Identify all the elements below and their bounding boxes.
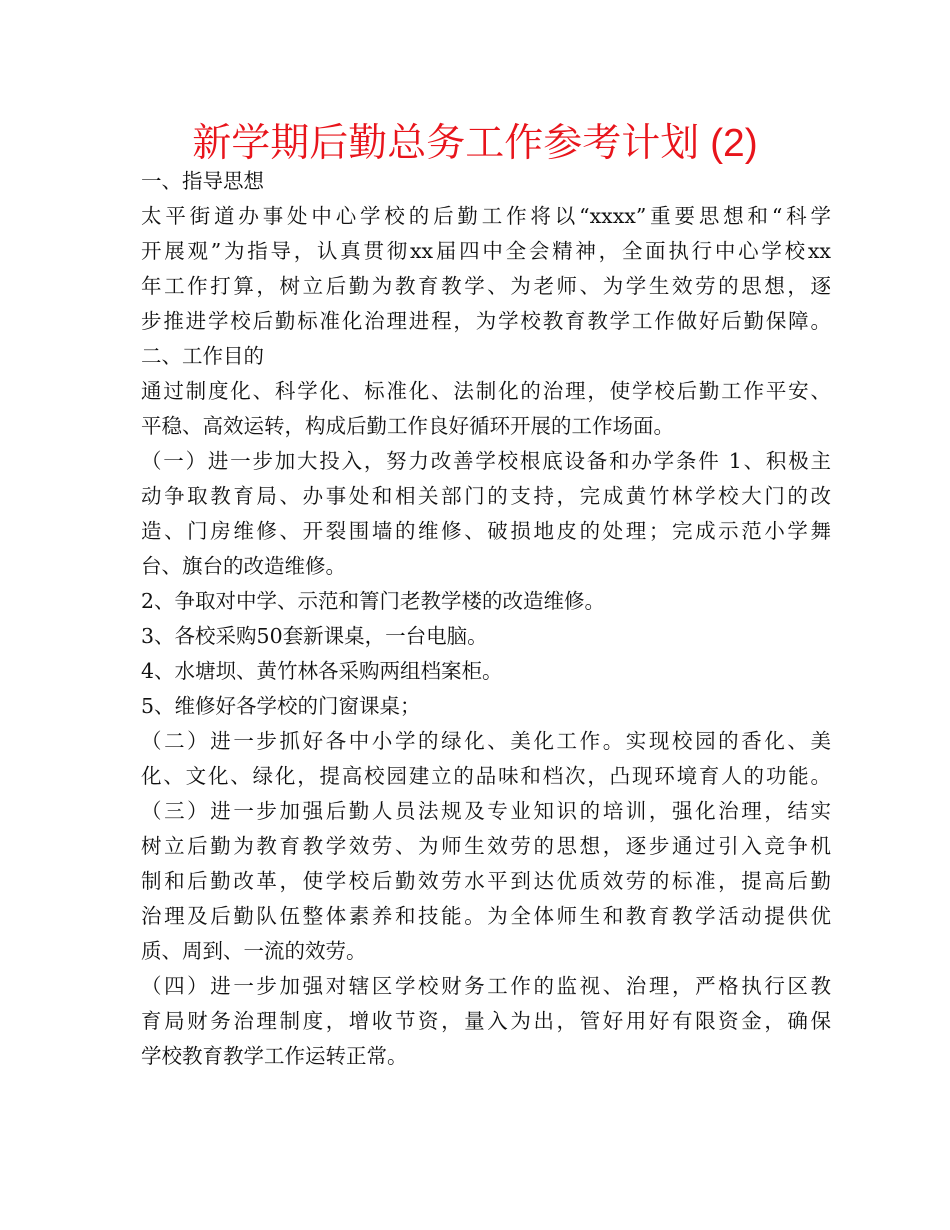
section-heading: 二、工作目的 — [141, 344, 264, 368]
paragraph-line: （一）进一步加大投入，努力改善学校根底设备和办学条件 1、积极主 — [141, 449, 831, 473]
paragraph-line: 育局财务治理制度，增收节资，量入为出，管好用好有限资金，确保 — [141, 1009, 831, 1033]
paragraph-line: 台、旗台的改造维修。 — [141, 554, 346, 578]
paragraph-line: 动争取教育局、办事处和相关部门的支持，完成黄竹林学校大门的改 — [141, 484, 831, 508]
paragraph-line: （三）进一步加强后勤人员法规及专业知识的培训，强化治理，结实 — [141, 799, 831, 823]
paragraph-line: 学校教育教学工作运转正常。 — [141, 1044, 408, 1068]
section-heading: 一、指导思想 — [141, 169, 264, 193]
list-item: 2、争取对中学、示范和箐门老教学楼的改造维修。 — [141, 589, 606, 613]
paragraph-line: 太平街道办事处中心学校的后勤工作将以“xxxx”重要思想和“科学 — [141, 204, 831, 228]
paragraph-line: 治理及后勤队伍整体素养和技能。为全体师生和教育教学活动提供优 — [141, 904, 831, 928]
document-title: 新学期后勤总务工作参考计划 (2) — [192, 122, 758, 165]
paragraph-line: 步推进学校后勤标准化治理进程，为学校教育教学工作做好后勤保障。 — [141, 309, 831, 333]
document-body — [141, 164, 831, 1074]
paragraph-line: （四）进一步加强对辖区学校财务工作的监视、治理，严格执行区教 — [141, 974, 831, 998]
paragraph-line: 制和后勤改革，使学校后勤效劳水平到达优质效劳的标准，提高后勤 — [141, 869, 831, 893]
list-item: 4、水塘坝、黄竹林各采购两组档案柜。 — [141, 659, 503, 683]
paragraph-line: 造、门房维修、开裂围墙的维修、破损地皮的处理；完成示范小学舞 — [141, 519, 831, 543]
paragraph-line: 化、文化、绿化，提高校园建立的品味和档次，凸现环境育人的功能。 — [141, 764, 831, 788]
paragraph-line: （二）进一步抓好各中小学的绿化、美化工作。实现校园的香化、美 — [141, 729, 831, 753]
paragraph-line: 开展观”为指导，认真贯彻xx届四中全会精神，全面执行中心学校xx — [141, 239, 831, 263]
paragraph-line: 通过制度化、科学化、标准化、法制化的治理，使学校后勤工作平安、 — [141, 379, 831, 403]
paragraph-line: 年工作打算，树立后勤为教育教学、为老师、为学生效劳的思想，逐 — [141, 274, 831, 298]
list-item: 3、各校采购50套新课桌，一台电脑。 — [141, 624, 488, 648]
list-item: 5、维修好各学校的门窗课桌； — [141, 694, 421, 718]
paragraph-line: 树立后勤为教育教学效劳、为师生效劳的思想，逐步通过引入竞争机 — [141, 834, 831, 858]
paragraph-line: 质、周到、一流的效劳。 — [141, 939, 367, 963]
paragraph-line: 平稳、高效运转，构成后勤工作良好循环开展的工作场面。 — [141, 414, 674, 438]
